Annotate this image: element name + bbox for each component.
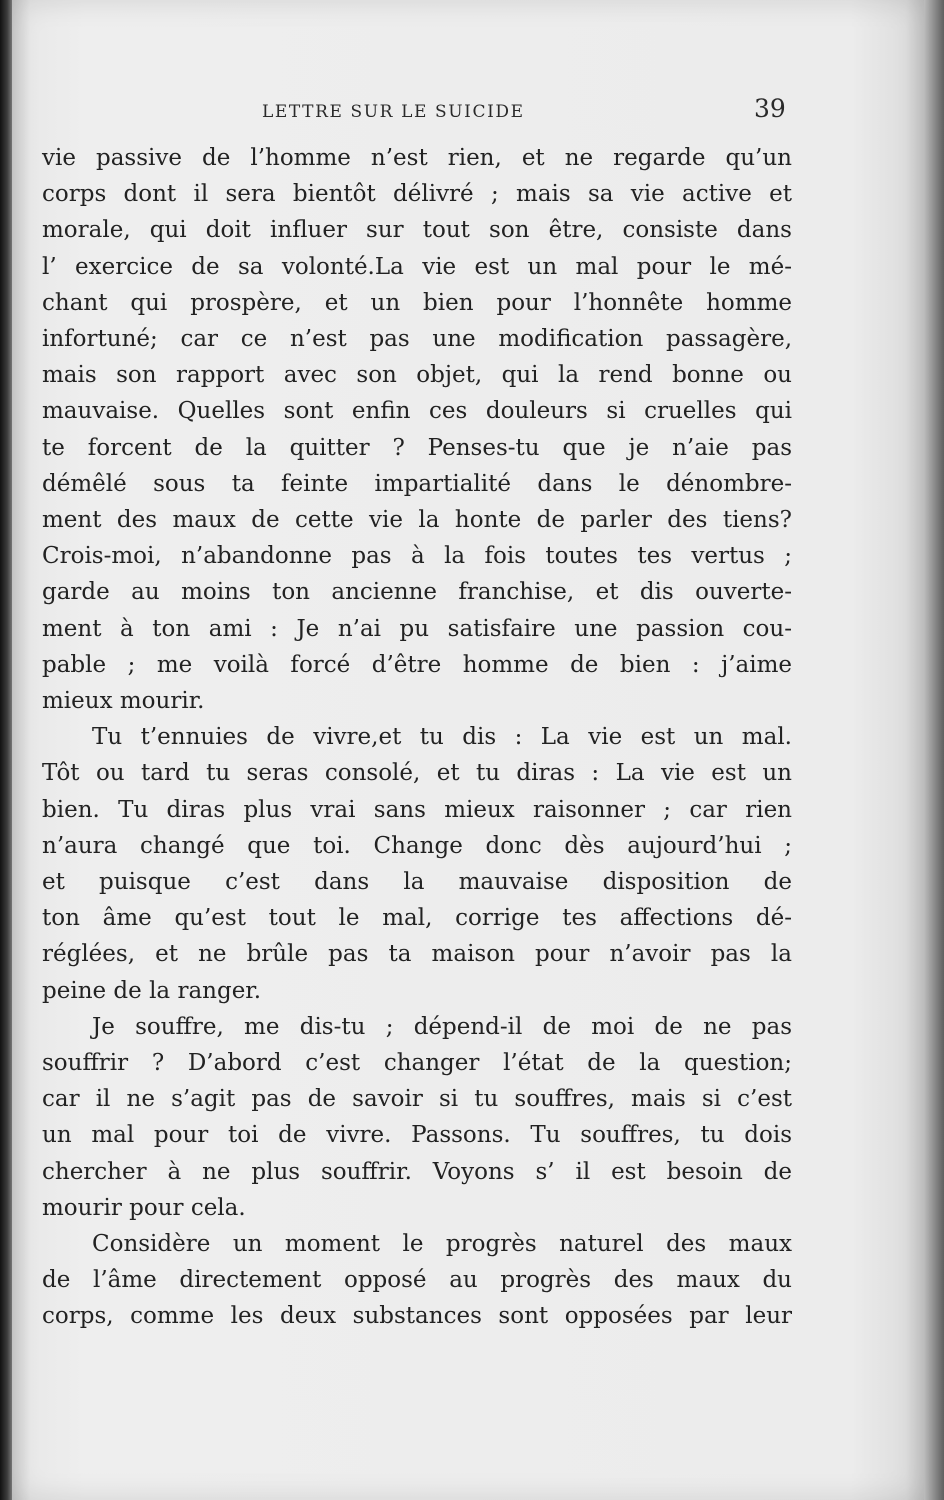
text-line: Tôt ou tard tu seras consolé, et tu diras : La vie est un bbox=[42, 760, 792, 787]
text-line: l’ exercice de sa volonté.La vie est un mal pour le mé- bbox=[42, 253, 792, 280]
text-line: un mal pour toi de vivre. Passons. Tu souffres, tu dois bbox=[42, 1122, 792, 1149]
text-line: pable ; me voilà forcé d’être homme de bien : j’aime bbox=[42, 651, 792, 678]
text-line: corps, comme les deux substances sont opposées par leur bbox=[42, 1303, 792, 1330]
text-line: te forcent de la quitter ? Penses-tu que je n’aie pas bbox=[42, 434, 792, 461]
text-line: souffrir ? D’abord c’est changer l’état de la question; bbox=[42, 1050, 792, 1076]
text-line: corps dont il sera bientôt délivré ; mais sa vie active et bbox=[42, 181, 792, 208]
text-line: mauvaise. Quelles sont enfin ces douleurs si cruelles qui bbox=[42, 398, 792, 425]
text-line: et puisque c’est dans la mauvaise disposition de bbox=[42, 869, 792, 895]
text-line: infortuné; car ce n’est pas une modification passagère, bbox=[42, 326, 792, 352]
text-line: de l’âme directement opposé au progrès des maux du bbox=[42, 1267, 792, 1294]
text-line: mieux mourir. bbox=[42, 688, 205, 714]
text-line: Crois-moi, n’abandonne pas à la fois toutes tes vertus ; bbox=[42, 543, 792, 570]
text-line: réglées, et ne brûle pas ta maison pour n’avoir pas la bbox=[42, 941, 792, 968]
text-line: ment à ton ami : Je n’ai pu satisfaire une passion cou- bbox=[42, 615, 792, 642]
text-line: ment des maux de cette vie la honte de parler des tiens? bbox=[42, 507, 792, 533]
page-number: 39 bbox=[754, 94, 786, 123]
text-line: Considère un moment le progrès naturel des maux bbox=[92, 1231, 792, 1257]
text-line: morale, qui doit influer sur tout son être, consiste dans bbox=[42, 217, 792, 244]
text-line: chercher à ne plus souffrir. Voyons s’ il est besoin de bbox=[42, 1158, 792, 1185]
scan-left-edge bbox=[0, 0, 12, 1500]
book-page bbox=[12, 0, 924, 1500]
text-line: ton âme qu’est tout le mal, corrige tes affections dé- bbox=[42, 905, 792, 932]
text-line: Tu t’ennuies de vivre,et tu dis : La vie est un mal. bbox=[92, 724, 792, 751]
text-line: démêlé sous ta feinte impartialité dans le dénombre- bbox=[42, 470, 792, 497]
text-line: garde au moins ton ancienne franchise, et dis ouverte- bbox=[42, 579, 792, 606]
page-header bbox=[12, 92, 924, 132]
text-line: n’aura changé que toi. Change donc dès aujourd’hui ; bbox=[42, 832, 792, 859]
text-line: Je souffre, me dis-tu ; dépend-il de moi de ne pas bbox=[92, 1013, 792, 1040]
text-line: vie passive de l’homme n’est rien, et ne regarde qu’un bbox=[42, 145, 792, 171]
text-line: bien. Tu diras plus vrai sans mieux raisonner ; car rien bbox=[42, 796, 792, 823]
running-title: LETTRE SUR LE SUICIDE bbox=[262, 102, 525, 122]
text-line: car il ne s’agit pas de savoir si tu souffres, mais si c’est bbox=[42, 1086, 792, 1113]
text-line: mourir pour cela. bbox=[42, 1194, 246, 1221]
scan-right-edge bbox=[924, 0, 944, 1500]
text-line: peine de la ranger. bbox=[42, 977, 262, 1004]
text-line: mais son rapport avec son objet, qui la rend bonne ou bbox=[42, 362, 792, 389]
text-line: chant qui prospère, et un bien pour l’honnête homme bbox=[42, 289, 792, 316]
